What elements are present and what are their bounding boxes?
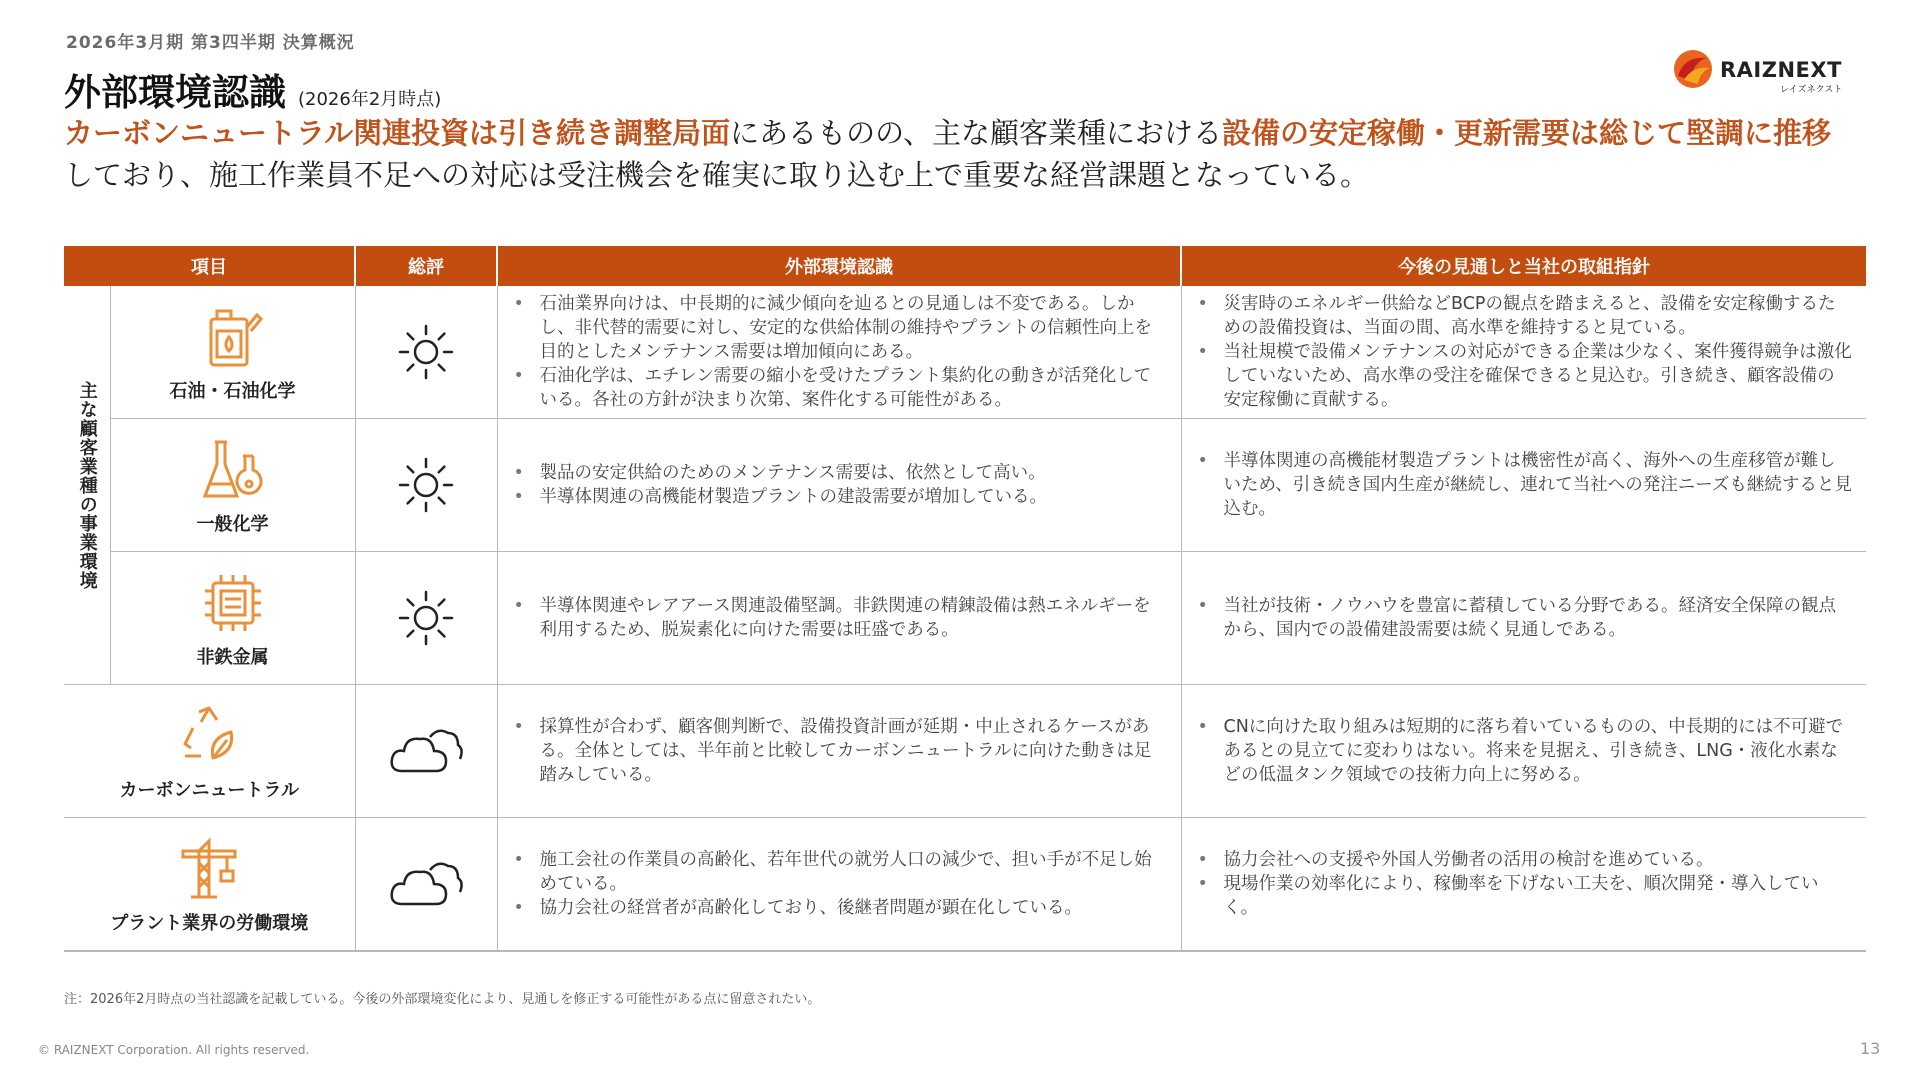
header-item: 項目 bbox=[64, 246, 355, 286]
item-cell bbox=[64, 685, 355, 818]
oil-can-icon bbox=[197, 301, 269, 373]
group-cell bbox=[64, 286, 110, 685]
table-row bbox=[64, 419, 1866, 552]
lead-summary bbox=[64, 112, 1854, 196]
list-item: • 採算性が合わず、顧客側判断で、設備投資計画が延期・中止されるケースがある。全体としては、半年前と比較してカーボンニュートラルに向けた動きは足踏みしている。 bbox=[540, 715, 1167, 787]
outlook-list bbox=[1182, 709, 1867, 793]
page-title: 外部環境認識 bbox=[64, 71, 286, 114]
lead-text-2: しており、施工作業員不足への対応は受注機会を確実に取り込む上で重要な経営課題となっている。 bbox=[64, 158, 1370, 192]
table-row bbox=[64, 818, 1866, 952]
list-item: • 半導体関連やレアアース関連設備堅調。非鉄関連の精錬設備は熱エネルギーを利用するため、脱炭素化に向けた需要は旺盛である。 bbox=[540, 594, 1167, 642]
sun-icon bbox=[394, 453, 458, 517]
logo-kana: レイズネクスト bbox=[1780, 85, 1843, 95]
list-item: • 石油化学は、エチレン需要の縮小を受けたプラント集約化の動きが活発化している。各社の方針が決まり次第、案件化する可能性がある。 bbox=[540, 364, 1167, 412]
table-header-row bbox=[64, 246, 1866, 286]
company-logo bbox=[1670, 40, 1870, 96]
footnote: 注：2026年2月時点の当社認識を記載している。今後の外部環境変化により、見通しを修正する可能性がある点に留意されたい。 bbox=[64, 992, 821, 1007]
list-item: • 当社が技術・ノウハウを豊富に蓄積している分野である。経済安全保障の観点から、国内での設備建設需要は続く見通しである。 bbox=[1224, 594, 1853, 642]
crane-icon bbox=[173, 833, 245, 905]
item-label: 一般化学 bbox=[196, 514, 269, 535]
outlook-cell bbox=[1181, 818, 1866, 952]
environment-table bbox=[64, 246, 1866, 952]
item-label: カーボンニュートラル bbox=[119, 780, 299, 801]
item-label: 非鉄金属 bbox=[196, 647, 269, 668]
eval-cell bbox=[355, 419, 497, 552]
header-outlook: 今後の見通しと当社の取組指針 bbox=[1181, 246, 1866, 286]
outlook-cell bbox=[1181, 286, 1866, 419]
env-cell bbox=[497, 818, 1181, 952]
copyright: © RAIZNEXT Corporation. All rights reserved. bbox=[38, 1043, 310, 1057]
list-item: • 施工会社の作業員の高齢化、若年世代の就労人口の減少で、担い手が不足し始めている。 bbox=[540, 848, 1167, 896]
logo-wordmark: RAIZNEXT bbox=[1720, 58, 1842, 82]
lead-highlight-2: 設備の安定稼働・更新需要は総じて堅調に推移 bbox=[1221, 116, 1831, 150]
env-list bbox=[498, 709, 1181, 793]
outlook-cell bbox=[1181, 552, 1866, 685]
env-list bbox=[498, 455, 1181, 515]
item-cell bbox=[110, 419, 355, 552]
table-row bbox=[64, 685, 1866, 818]
table-row bbox=[64, 552, 1866, 685]
env-cell bbox=[497, 286, 1181, 419]
header-environment: 外部環境認識 bbox=[497, 246, 1181, 286]
recycle-leaf-icon bbox=[173, 700, 245, 772]
cloud-icon bbox=[386, 719, 466, 783]
eval-cell bbox=[355, 552, 497, 685]
list-item: • CNに向けた取り組みは短期的に落ち着いているものの、中長期的には不可避であるとの見立てに変わりはない。将来を見据え、引き続き、LNG・液化水素などの低温タンク領域での技術力向上に努める。 bbox=[1224, 715, 1853, 787]
lead-text-1: にあるものの、主な顧客業種における bbox=[730, 116, 1222, 150]
lead-highlight-1: カーボンニュートラル関連投資は引き続き調整局面 bbox=[64, 116, 731, 150]
item-cell bbox=[64, 818, 355, 952]
title-row bbox=[64, 62, 441, 116]
sun-icon bbox=[394, 586, 458, 650]
env-list bbox=[498, 842, 1181, 926]
item-label: プラント業界の労働環境 bbox=[110, 913, 309, 934]
flask-icon bbox=[197, 434, 269, 506]
logo-mark-icon bbox=[1670, 46, 1716, 92]
list-item: • 当社規模で設備メンテナンスの対応ができる企業は少なく、案件獲得競争は激化していないため、高水準の受注を確保できると見込む。引き続き、顧客設備の安定稼働に貢献する。 bbox=[1224, 340, 1853, 412]
outlook-cell bbox=[1181, 685, 1866, 818]
page-number: 13 bbox=[1860, 1039, 1881, 1058]
sun-icon bbox=[394, 320, 458, 384]
env-cell bbox=[497, 419, 1181, 552]
list-item: • 協力会社の経営者が高齢化しており、後継者問題が顕在化している。 bbox=[540, 896, 1167, 920]
item-label: 石油・石油化学 bbox=[169, 381, 296, 402]
report-subtitle: 2026年3月期 第3四半期 決算概況 bbox=[66, 33, 355, 53]
header-evaluation: 総評 bbox=[355, 246, 497, 286]
list-item: • 石油業界向けは、中長期的に減少傾向を辿るとの見通しは不変である。しかし、非代替的需要に対し、安定的な供給体制の維持やプラントの信頼性向上を目的としたメンテナンス需要は増加傾向にある。 bbox=[540, 292, 1167, 364]
cloud-icon bbox=[386, 852, 466, 916]
outlook-list bbox=[1182, 588, 1867, 648]
env-list bbox=[498, 286, 1181, 418]
outlook-cell bbox=[1181, 419, 1866, 552]
eval-cell bbox=[355, 818, 497, 952]
outlook-list bbox=[1182, 443, 1867, 527]
list-item: • 災害時のエネルギー供給などBCPの観点を踏まえると、設備を安定稼働するための設備投資は、当面の間、高水準を維持すると見ている。 bbox=[1224, 292, 1853, 340]
list-item: • 半導体関連の高機能材製造プラントの建設需要が増加している。 bbox=[540, 485, 1167, 509]
outlook-list bbox=[1182, 842, 1867, 926]
group-label: 主な顧客業種の事業環境 bbox=[76, 380, 98, 590]
list-item: • 協力会社への支援や外国人労働者の活用の検討を進めている。 bbox=[1224, 848, 1853, 872]
env-list bbox=[498, 588, 1181, 648]
env-cell bbox=[497, 685, 1181, 818]
env-cell bbox=[497, 552, 1181, 685]
outlook-list bbox=[1182, 286, 1867, 418]
table-row bbox=[64, 286, 1866, 419]
chip-icon bbox=[197, 567, 269, 639]
eval-cell bbox=[355, 685, 497, 818]
eval-cell bbox=[355, 286, 497, 419]
item-cell bbox=[110, 286, 355, 419]
list-item: • 現場作業の効率化により、稼働率を下げない工夫を、順次開発・導入していく。 bbox=[1224, 872, 1853, 920]
list-item: • 製品の安定供給のためのメンテナンス需要は、依然として高い。 bbox=[540, 461, 1167, 485]
item-cell bbox=[110, 552, 355, 685]
title-note: (2026年2月時点) bbox=[298, 89, 442, 110]
list-item: • 半導体関連の高機能材製造プラントは機密性が高く、海外への生産移管が難しいため、引き続き国内生産が継続し、連れて当社への発注ニーズも継続すると見込む。 bbox=[1224, 449, 1853, 521]
